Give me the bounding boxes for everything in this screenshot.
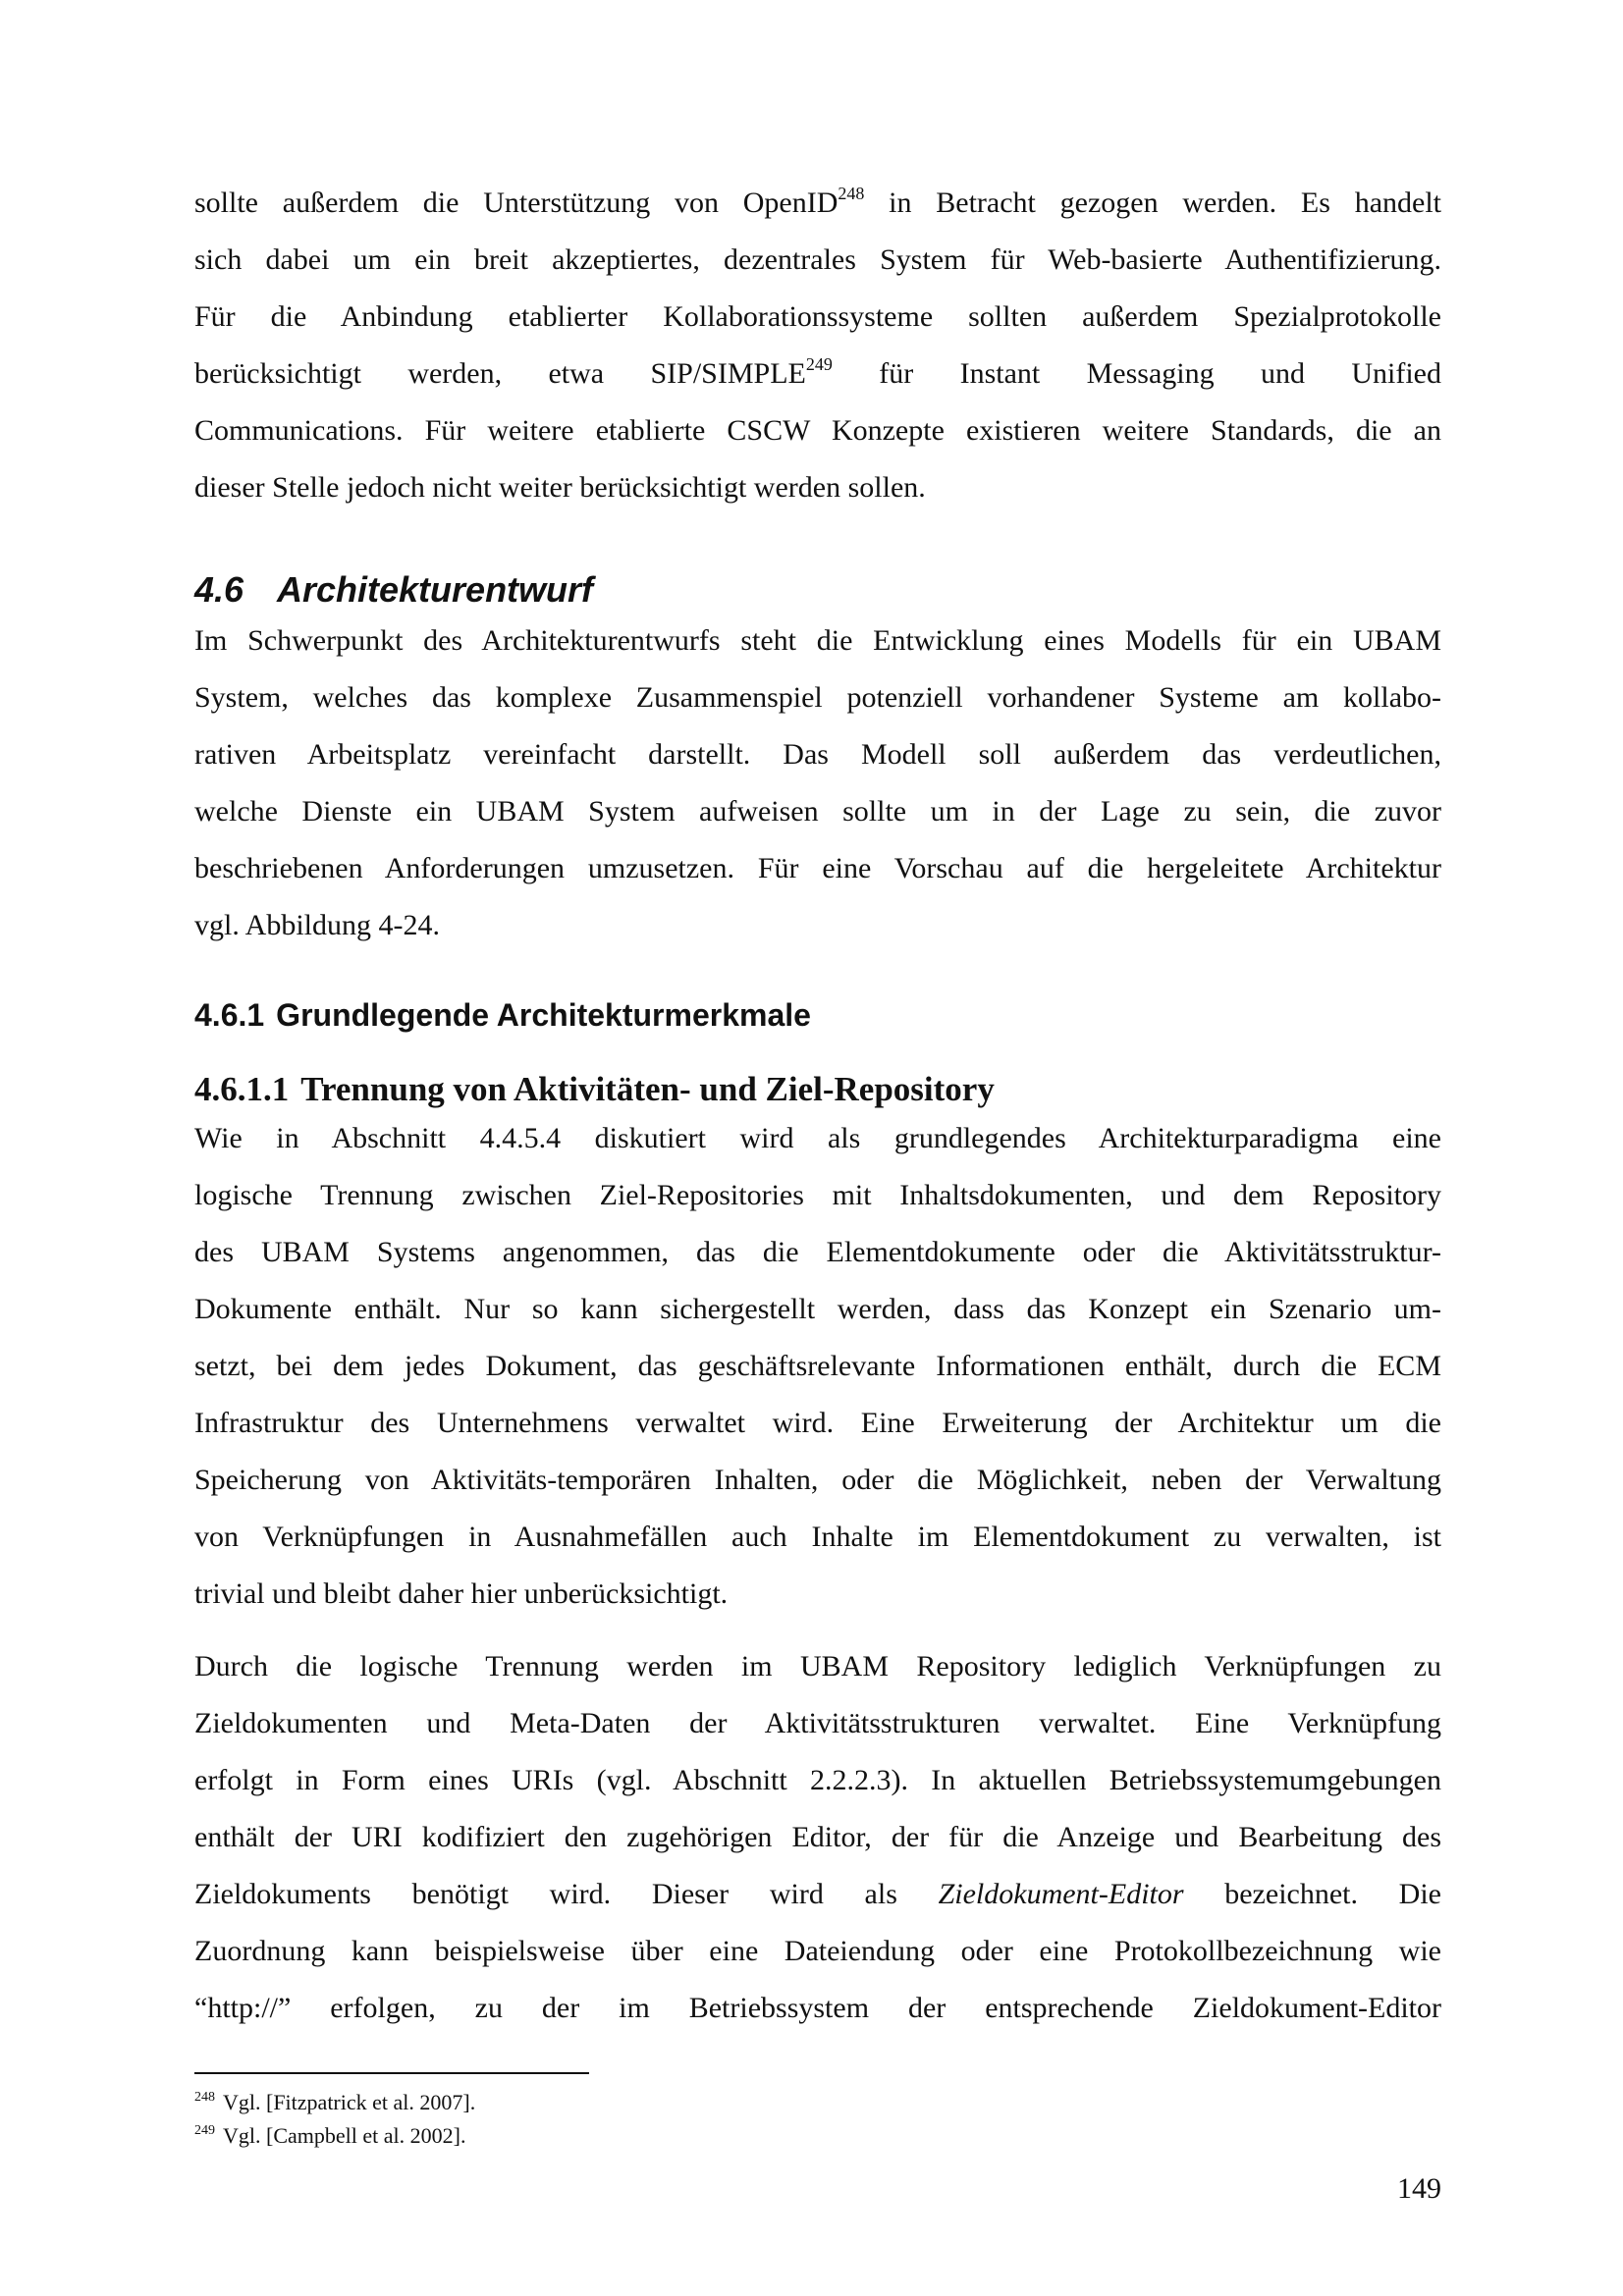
- text-segment: in Betracht gezogen werden. Es handelt: [864, 187, 1442, 219]
- paragraph-verknuepfungen: [194, 1638, 1441, 2037]
- footnote-248: [194, 2086, 1441, 2119]
- section-heading-4-6-1: [194, 995, 1441, 1035]
- page-number: 149: [1397, 2172, 1441, 2205]
- footnote-reference: 248: [838, 184, 865, 203]
- text-line: des UBAM Systems angenommen, das die Elementdokumente oder die Aktivitätsstruktur-: [194, 1236, 1441, 1268]
- text-line: Im Schwerpunkt des Architekturentwurfs steht die Entwicklung eines Modells für ein UBAM: [194, 624, 1441, 657]
- heading-number: 4.6.1.1: [194, 1070, 290, 1108]
- text-line: Durch die logische Trennung werden im UBAM Repository lediglich Verknüpfungen zu: [194, 1650, 1441, 1682]
- footnote-text: Vgl. [Campbell et al. 2002].: [223, 2123, 466, 2148]
- text-line: erfolgt in Form eines URIs (vgl. Abschnitt 2.2.2.3). In aktuellen Betriebssystemumgebungen: [194, 1764, 1441, 1796]
- text-line: dieser Stelle jedoch nicht weiter berücksichtigt werden sollen.: [194, 471, 926, 504]
- footnote-number: 248: [194, 2090, 215, 2105]
- text-line: Communications. Für weitere etablierte CSCW Konzepte existieren weitere Standards, die an: [194, 414, 1441, 447]
- footnote-separator: [194, 2072, 589, 2074]
- text-line: trivial und bleibt daher hier unberücksichtigt.: [194, 1577, 729, 1610]
- text-line: Wie in Abschnitt 4.4.5.4 diskutiert wird als grundlegendes Architekturparadigma eine: [194, 1122, 1441, 1154]
- text-segment: bezeichnet. Die: [1183, 1878, 1441, 1910]
- heading-title: Architekturentwurf: [277, 569, 594, 610]
- paragraph-architekturentwurf: [194, 613, 1441, 954]
- section-heading-4-6: [194, 568, 1441, 612]
- heading-number: 4.6: [194, 569, 244, 610]
- text-line: “http://” erfolgen, zu der im Betriebssystem der entsprechende Zieldokument-Editor: [194, 1992, 1441, 2024]
- text-line: Dokumente enthält. Nur so kann sichergestellt werden, dass das Konzept ein Szenario um-: [194, 1293, 1441, 1325]
- paragraph-openid: [194, 175, 1441, 516]
- text-segment: berücksichtigt werden, etwa SIP/SIMPLE: [194, 357, 806, 390]
- text-line: Für die Anbindung etablierter Kollaborationssysteme sollten außerdem Spezialprotokolle: [194, 300, 1441, 333]
- text-line: rativen Arbeitsplatz vereinfacht darstellt. Das Modell soll außerdem das verdeutlichen,: [194, 738, 1441, 771]
- text-segment: sollte außerdem die Unterstützung von OpenID: [194, 187, 839, 219]
- text-line: sich dabei um ein breit akzeptiertes, dezentrales System für Web-basierte Authentifizierung.: [194, 243, 1441, 276]
- text-line: System, welches das komplexe Zusammenspiel potenziell vorhandener Systeme am kollabo-: [194, 681, 1441, 714]
- text-line: Infrastruktur des Unternehmens verwaltet wird. Eine Erweiterung der Architektur um die: [194, 1407, 1441, 1439]
- footnote-text: Vgl. [Fitzpatrick et al. 2007].: [223, 2090, 476, 2114]
- text-line: von Verknüpfungen in Ausnahmefällen auch Inhalte im Elementdokument zu verwalten, ist: [194, 1521, 1441, 1553]
- text-segment: Zieldokuments benötigt wird. Dieser wird als: [194, 1878, 939, 1910]
- text-line: Zieldokumenten und Meta-Daten der Aktivitätsstrukturen verwaltet. Eine Verknüpfung: [194, 1707, 1441, 1739]
- paragraph-trennung: [194, 1110, 1441, 1623]
- footnote-reference: 249: [805, 354, 833, 374]
- text-line: beschriebenen Anforderungen umzusetzen. Für eine Vorschau auf die hergeleitete Architektur: [194, 852, 1441, 884]
- text-segment: für Instant Messaging und Unified: [832, 357, 1442, 390]
- emphasized-term: Zieldokument-Editor: [938, 1878, 1184, 1910]
- footnote-249: [194, 2119, 1441, 2153]
- text-line: Speicherung von Aktivitäts-temporären Inhalten, oder die Möglichkeit, neben der Verwaltung: [194, 1464, 1441, 1496]
- text-line: [194, 175, 1441, 232]
- footnote-number: 249: [194, 2123, 215, 2138]
- text-line: vgl. Abbildung 4-24.: [194, 909, 441, 941]
- text-line: Zuordnung kann beispielsweise über eine Dateiendung oder eine Protokollbezeichnung wie: [194, 1935, 1441, 1967]
- heading-number: 4.6.1: [194, 997, 265, 1033]
- text-line: [194, 346, 1441, 402]
- text-line: [194, 1866, 1441, 1923]
- section-heading-4-6-1-1: [194, 1069, 1441, 1110]
- text-line: setzt, bei dem jedes Dokument, das geschäftsrelevante Informationen enthält, durch die ECM: [194, 1350, 1441, 1382]
- text-line: enthält der URI kodifiziert den zugehörigen Editor, der für die Anzeige und Bearbeitung des: [194, 1821, 1441, 1853]
- text-line: logische Trennung zwischen Ziel-Repositories mit Inhaltsdokumenten, und dem Repository: [194, 1179, 1441, 1211]
- text-line: welche Dienste ein UBAM System aufweisen sollte um in der Lage zu sein, die zuvor: [194, 795, 1441, 828]
- heading-title: Trennung von Aktivitäten- und Ziel-Repository: [300, 1070, 995, 1108]
- footnotes: [194, 2086, 1441, 2153]
- heading-title: Grundlegende Architekturmerkmale: [276, 997, 811, 1033]
